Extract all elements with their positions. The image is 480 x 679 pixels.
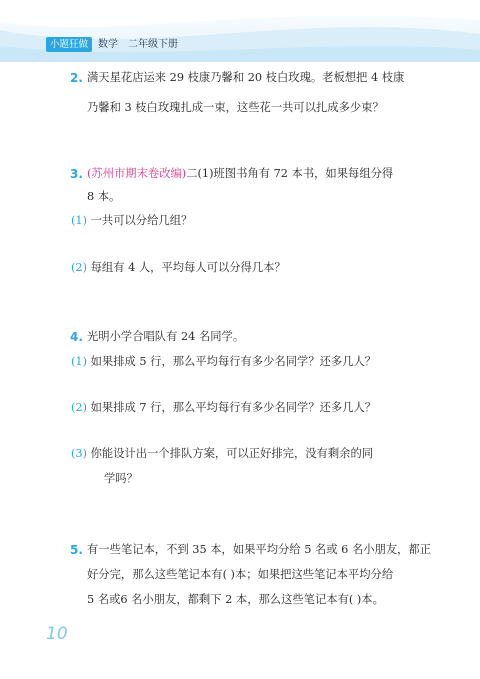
problem-text-line bbox=[87, 163, 393, 185]
problem-text-line: 满天星花店运来 29 枝康乃馨和 20 枝白玫瑰。老板想把 4 枝康 bbox=[87, 71, 405, 84]
subquestion-number: (2) bbox=[71, 401, 88, 414]
problem-text-line: 8 本。 bbox=[87, 190, 121, 203]
subquestion-text: 如果排成 7 行，那么平均每行有多少名同学？还多几人？ bbox=[90, 401, 377, 414]
subquestion bbox=[71, 351, 376, 373]
problem-text-line: 好分完，那么这些笔记本有( )本；如果把这些笔记本平均分给 bbox=[87, 568, 394, 581]
header-wave-decoration bbox=[0, 0, 480, 62]
header-tag: 小题狂做 bbox=[46, 37, 92, 52]
subquestion-text: 你能设计出一个排队方案，可以正好排完，没有剩余的同 bbox=[90, 447, 374, 460]
page-header bbox=[0, 0, 480, 62]
subquestion bbox=[71, 443, 373, 465]
problem-stem: 二(1)班图书角有 72 本书，如果每组分得 bbox=[186, 167, 394, 180]
subquestion-text: 一共可以分给几组？ bbox=[90, 214, 193, 227]
problem-text-line: 乃馨和 3 枝白玫瑰扎成一束，这些花一共可以扎成多少束？ bbox=[87, 101, 384, 114]
subquestion-number: (1) bbox=[71, 214, 88, 227]
subquestion bbox=[71, 397, 376, 419]
problem-number: 4. bbox=[70, 330, 83, 344]
page-number: 10 bbox=[46, 624, 68, 644]
header-grade: 二年级下册 bbox=[128, 39, 178, 50]
header-subject: 数学 bbox=[98, 39, 118, 50]
subquestion bbox=[71, 257, 286, 279]
problem-text-line: 有一些笔记本，不到 35 本，如果平均分给 5 名或 6 名小朋友，都正 bbox=[87, 543, 432, 556]
problem-number: 2. bbox=[70, 71, 83, 85]
subquestion-text: 每组有 4 人，平均每人可以分得几本？ bbox=[90, 261, 286, 274]
subquestion-text: 如果排成 5 行，那么平均每行有多少名同学？还多几人？ bbox=[90, 355, 377, 368]
subquestion bbox=[71, 210, 192, 232]
problem-number: 3. bbox=[70, 167, 83, 181]
problem-number: 5. bbox=[70, 543, 83, 557]
subquestion-number: (2) bbox=[71, 261, 88, 274]
problem-text-line: 光明小学合唱队有 24 名同学。 bbox=[87, 330, 245, 343]
subquestion-number: (3) bbox=[71, 447, 88, 460]
subquestion-number: (1) bbox=[71, 355, 88, 368]
problem-source: (苏州市期末卷改编) bbox=[87, 167, 187, 180]
subquestion-text-continued: 学吗？ bbox=[104, 472, 138, 485]
problem-text-line: 5 名或6 名小朋友，都剩下 2 本，那么这些笔记本有( )本。 bbox=[87, 593, 384, 606]
